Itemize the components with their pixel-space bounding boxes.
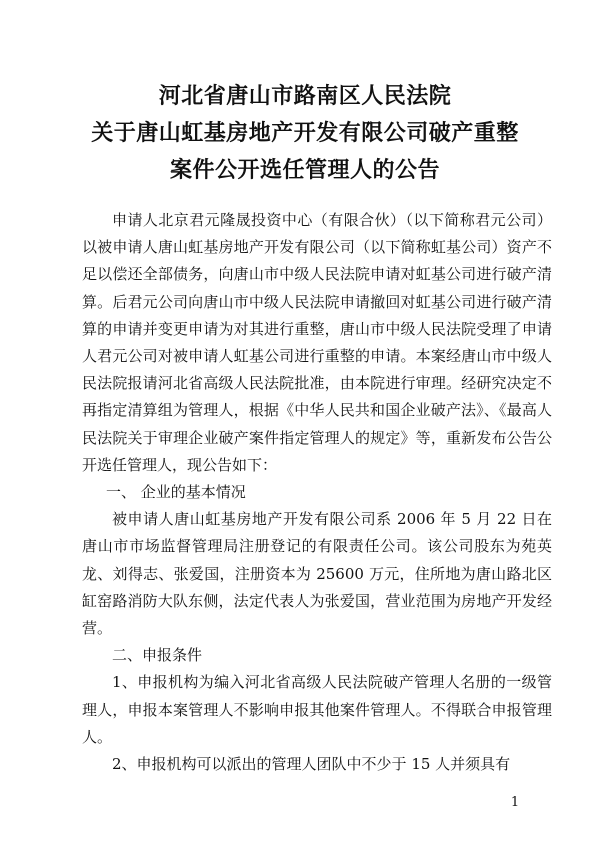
intro-paragraph: 申请人北京君元隆晟投资中心（有限合伙）（以下简称君元公司）以被申请人唐山虹基房地产开发有限公司（以下简称虹基公司）资产不足以偿还全部债务，向唐山市中级人民法院申请对虹基公司进行破产清算。后君元公司向唐山市中级人民法院申请撤回对虹基公司进行破产清算的申请并变更申请为对其进行重整，唐山市中级人民法院受理了申请人君元公司对被申请人虹基公司进行重整的申请。本案经唐山市中级人民法院报请河北省高级人民法院批准，由本院进行审理。经研究决定不再指定清算组为管理人，根据《中华人民共和国企业破产法》、《最高人民法院关于审理企业破产案件指定管理人的规定》等，重新发布公告公开选任管理人，现公告如下： (82, 211, 552, 474)
requirement-item-1: 1、申报机构为编入河北省高级人民法院破产管理人名册的一级管理人，申报本案管理人不影响申报其他案件管理人。不得联合申报管理人。 (82, 673, 552, 746)
section-heading-requirements: 二、申报条件 (112, 646, 203, 665)
requirement-item-2: 2、申报机构可以派出的管理人团队中不少于 15 人并须具有 (112, 755, 511, 774)
company-info-paragraph: 被申请人唐山虹基房地产开发有限公司系 2006 年 5 月 22 日在唐山市市场监督管理局注册登记的有限责任公司。该公司股东为苑英龙、刘得志、张爱国，注册资本为 25600 万元，住所地为唐山路北区缸窑路消防大队东侧，法定代表人为张爱国，营业范围为房地产开发经营。 (82, 510, 552, 638)
title-line-court: 河北省唐山市路南区人民法院 (158, 84, 452, 109)
title-line-company: 关于唐山虹基房地产开发有限公司破产重整 (91, 121, 519, 146)
page-number: 1 (510, 795, 520, 810)
announcement-title (60, 78, 550, 189)
section-heading-basic-info: 一、 企业的基本情况 (106, 483, 246, 502)
announcement-body (82, 207, 552, 778)
title-line-subject: 案件公开选任管理人的公告 (169, 158, 440, 183)
